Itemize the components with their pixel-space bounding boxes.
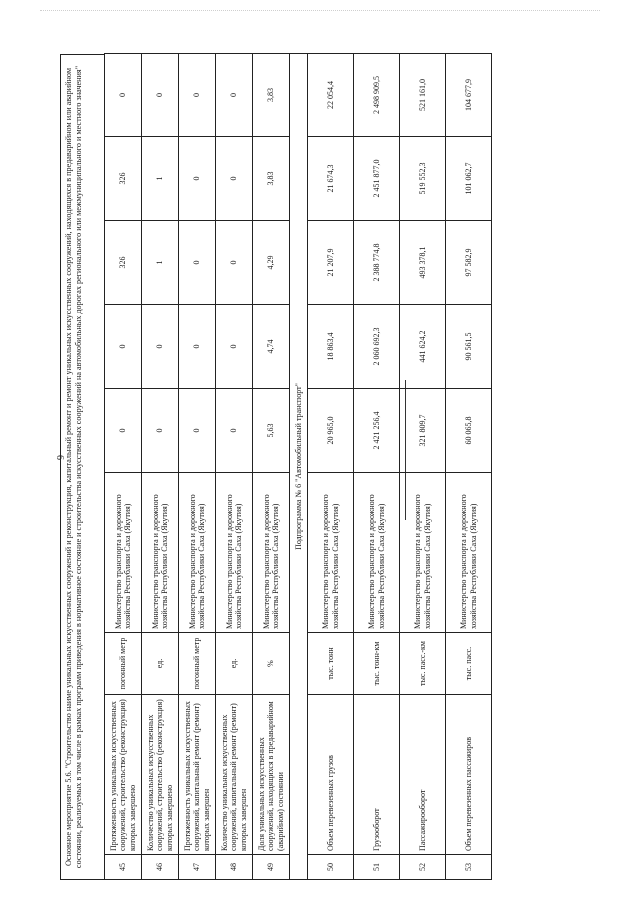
row-number: 47: [179, 855, 216, 880]
responsible-org: Министерство транспорта и дорожного хозяйства Республики Саха (Якутия): [142, 473, 179, 633]
indicator-name: Объем перевезенных грузов: [308, 695, 354, 855]
subprogram-row: [290, 54, 308, 880]
indicators-table: [104, 53, 492, 880]
value-cell: 3,83: [253, 137, 290, 221]
value-cell: 4,29: [253, 221, 290, 305]
value-cell: 321 809,7: [400, 389, 446, 473]
table-row: [446, 54, 492, 880]
row-number: 45: [105, 855, 142, 880]
indicator-name: Протяженность уникальных искусственных сооружений, капитальный ремонт (ремонт) которых завершен: [179, 695, 216, 855]
value-cell: 2 451 877,0: [354, 137, 400, 221]
value-cell: 0: [179, 389, 216, 473]
page-number: 6: [54, 455, 65, 460]
table-row: [105, 54, 142, 880]
unit-cell: тыс. пасс.-км: [400, 633, 446, 695]
value-cell: 0: [142, 54, 179, 137]
value-cell: 493 378,1: [400, 221, 446, 305]
value-cell: 0: [216, 54, 253, 137]
table-row: [400, 54, 446, 880]
value-cell: 97 582,9: [446, 221, 492, 305]
value-cell: 2 498 909,5: [354, 54, 400, 137]
value-cell: 60 065,8: [446, 389, 492, 473]
indicator-name: Количество уникальных искусственных сооружений, капитальный ремонт (ремонт) которых завершен: [216, 695, 253, 855]
row-number: 52: [400, 855, 446, 880]
value-cell: 0: [179, 54, 216, 137]
indicator-name: Количество уникальных искусственных сооружений, строительство (реконструкция) которых завершено: [142, 695, 179, 855]
section-heading: Основное мероприятие 5.6. "Строительство наиме уникальных искусственных сооружений и реконструкция, капитальный ремонт и ремонт уникальных искусственных сооружений, находящихся в предаварийном или аварийном состоянии, реализуемых в том числе в рамках программ приведения в нормативное состояние и строительства искусственных сооружений на автомобильных дорогах регионального или межмуниципального и местного значения": [60, 54, 104, 880]
responsible-org: Министерство транспорта и дорожного хозяйства Республики Саха (Якутия): [179, 473, 216, 633]
value-cell: 0: [216, 389, 253, 473]
unit-cell: ед.: [142, 633, 179, 695]
value-cell: 0: [105, 54, 142, 137]
value-cell: 326: [105, 221, 142, 305]
unit-cell: погонный метр: [105, 633, 142, 695]
scan-artifact-line: [40, 10, 600, 12]
value-cell: 22 054,4: [308, 54, 354, 137]
value-cell: 104 677,9: [446, 54, 492, 137]
value-cell: 326: [105, 137, 142, 221]
value-cell: 1: [142, 221, 179, 305]
responsible-org: Министерство транспорта и дорожного хозяйства Республики Саха (Якутия): [105, 473, 142, 633]
value-cell: 0: [105, 305, 142, 389]
value-cell: 21 674,3: [308, 137, 354, 221]
table-row: [216, 54, 253, 880]
rotated-page-viewport: [60, 50, 625, 880]
value-cell: 2 060 692,3: [354, 305, 400, 389]
unit-cell: %: [253, 633, 290, 695]
unit-cell: тыс. тонн-км: [354, 633, 400, 695]
row-number: 49: [253, 855, 290, 880]
value-cell: 521 161,0: [400, 54, 446, 137]
responsible-org: Министерство транспорта и дорожного хозяйства Республики Саха (Якутия): [354, 473, 400, 633]
indicator-name: Доля уникальных искусственных сооружений, находящихся в предаварийном (аварийном) состоянии: [253, 695, 290, 855]
value-cell: 0: [179, 221, 216, 305]
unit-cell: тыс. тонн: [308, 633, 354, 695]
value-cell: 21 207,9: [308, 221, 354, 305]
value-cell: 4,74: [253, 305, 290, 389]
responsible-org: Министерство транспорта и дорожного хозяйства Республики Саха (Якутия): [216, 473, 253, 633]
value-cell: 90 561,5: [446, 305, 492, 389]
subprogram-title: Подпрограмма № 6 "Автомобильный транспорт": [290, 54, 308, 880]
value-cell: 0: [179, 305, 216, 389]
value-cell: 0: [216, 221, 253, 305]
value-cell: 2 388 774,8: [354, 221, 400, 305]
row-number: 46: [142, 855, 179, 880]
table-row: [142, 54, 179, 880]
table-row: [354, 54, 400, 880]
responsible-org: Министерство транспорта и дорожного хозяйства Республики Саха (Якутия): [253, 473, 290, 633]
value-cell: 0: [179, 137, 216, 221]
row-number: 50: [308, 855, 354, 880]
indicator-name: Пассажирооборот: [400, 695, 446, 855]
table-row: [253, 54, 290, 880]
unit-cell: тыс. пасс.: [446, 633, 492, 695]
value-cell: 2 421 256,4: [354, 389, 400, 473]
unit-cell: погонный метр: [179, 633, 216, 695]
rotated-document: [60, 50, 625, 880]
row-number: 48: [216, 855, 253, 880]
value-cell: 101 062,7: [446, 137, 492, 221]
indicator-name: Протяженность уникальных искусственных сооружений, строительство (реконструкция) которых завершено: [105, 695, 142, 855]
value-cell: 0: [216, 137, 253, 221]
indicator-name: Грузооборот: [354, 695, 400, 855]
value-cell: 0: [142, 305, 179, 389]
value-cell: 441 624,2: [400, 305, 446, 389]
value-cell: 0: [105, 389, 142, 473]
value-cell: 18 863,4: [308, 305, 354, 389]
table-row: [308, 54, 354, 880]
responsible-org: Министерство транспорта и дорожного хозяйства Республики Саха (Якутия): [446, 473, 492, 633]
responsible-org: Министерство транспорта и дорожного хозяйства Республики Саха (Якутия): [400, 473, 446, 633]
table-row: [179, 54, 216, 880]
indicator-name: Объем перевезенных пассажиров: [446, 695, 492, 855]
unit-cell: ед.: [216, 633, 253, 695]
row-number: 51: [354, 855, 400, 880]
value-cell: 519 552,3: [400, 137, 446, 221]
value-cell: 1: [142, 137, 179, 221]
value-cell: 3,83: [253, 54, 290, 137]
row-number: 53: [446, 855, 492, 880]
value-cell: 5,63: [253, 389, 290, 473]
value-cell: 0: [142, 389, 179, 473]
value-cell: 0: [216, 305, 253, 389]
value-cell: 20 965,0: [308, 389, 354, 473]
responsible-org: Министерство транспорта и дорожного хозяйства Республики Саха (Якутия): [308, 473, 354, 633]
